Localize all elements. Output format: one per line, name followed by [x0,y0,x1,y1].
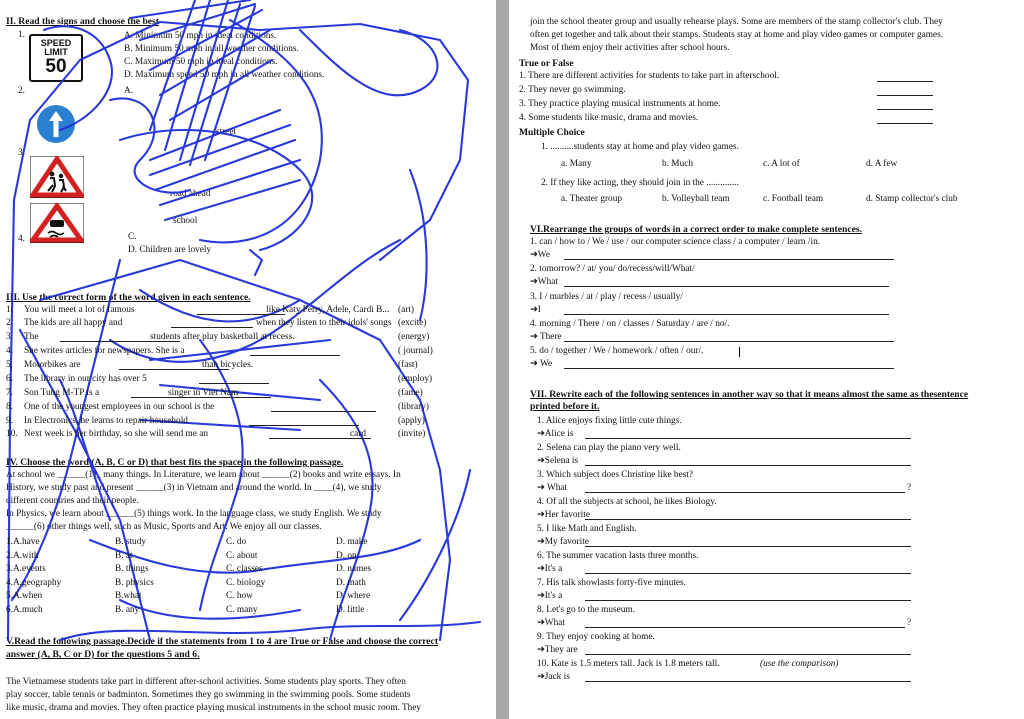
true-false-statement: 3. They practice playing musical instruments at home. [519,99,721,109]
sec4-option: C. how [226,591,253,602]
sec6-answer-prompt: ➔What [530,277,558,287]
mc1-option-c: c. A lot of [763,159,800,169]
reading-line-1: The Vietnamese students take part in different after-school activities. Some students play sports. They often [6,677,406,687]
section-7-heading-line1: VII. Rewrite each of the following sentences in another way so that it means almost the same as thesentence [530,389,969,400]
sec4-option: B. physics [115,577,154,588]
sec7-answer-blank [585,573,911,574]
sec7-answer-prompt: ➔Selena is [537,456,579,466]
sec3-sentence-tail: singer in Viet Nam [168,388,239,398]
sec4-option: B. any [115,605,140,615]
sec7-answer-blank [585,627,905,628]
q1-option-c: C. Maximum 50 mph in ideal conditions. [124,57,278,67]
sec6-answer-blank [564,286,889,287]
passage-line-2: History, we study past and present ______(3) in Vietnam and around the world. In ____(4), we study [6,483,382,493]
sec3-number: 8. [6,402,13,412]
sec3-sentence: One of the youngest employees in our school is the [24,402,215,412]
true-false-answer-blank [877,81,933,82]
sec4-option: 6.A.much [6,605,43,615]
true-false-answer-blank [877,123,933,124]
sec7-question: 9. They enjoy cooking at home. [537,632,655,642]
sec7-question: 1. Alice enjoys fixing little cute things. [537,416,682,426]
q2-option-a-fragment: A. [124,86,134,96]
sec4-option: B. study [115,537,146,547]
sec7-question: 10. Kate is 1.5 meters tall. Jack is 1.8 meters tall. [537,659,720,669]
sec3-sentence-tail: students after play basketball at recess. [150,332,295,342]
sec4-option: C. do [226,537,247,547]
sec7-question: 8. Let's go to the museum. [537,605,635,615]
sec4-option: 5.A.when [6,591,43,602]
q3-fragment-road-ahead: road ahead [170,189,211,199]
one-way-arrow-sign-icon [36,104,76,144]
sec7-answer-prompt: ➔They are [537,645,578,655]
sec7-answer-prompt: ➔It's a [537,591,563,601]
answer-blank [271,411,376,412]
sec7-answer-blank [585,465,911,466]
sec6-question: 1. can / how to / We / use / our computer science class / a computer / learn /in. [530,237,821,247]
q4-option-d: D. Children are lovely [128,245,212,255]
passage-line-5: ______(6) other things well, such as Music, Sports and Art. We enjoy all our classes. [6,522,322,532]
left-page [0,0,496,719]
mc2-option-c: c. Football team [763,194,824,204]
sec3-number: 5. [6,360,13,370]
sec7-answer-end: ? [907,483,912,493]
section-5-heading-line1: V.Read the following passage.Decide if the statements from 1 to 4 are True or False and choose the correct [6,636,439,647]
speed-limit-sign-icon [29,34,83,82]
multiple-choice-heading: Multiple Choice [519,127,585,138]
reading-continued-line-2: often get together and talk about their stamps. Students stay at home and play video games or computer games. [530,30,944,40]
sec3-word-given: (art) [398,305,414,315]
sec7-answer-blank [585,681,911,682]
sec7-answer-prompt: ➔Jack is [537,672,570,682]
sec3-sentence: The kids are all happy and [24,318,123,328]
sec6-question: 4. morning / There / on / classes / Saturday / are / no/. [530,319,730,329]
sec4-option: C. about [226,550,258,561]
mc1-option-b: b. Much [662,159,693,169]
sec7-answer-blank [585,546,911,547]
sec3-number: 9. [6,416,13,426]
sec4-option: 1.A.have [6,537,40,547]
sec3-sentence-tail: than bicycles. [202,360,254,370]
q4-number: 4. [18,234,25,244]
speed-sign-line1: SPEED [40,38,72,48]
section-5-heading-line2: answer (A, B, C or D) for the questions 5 and 6. [6,649,200,660]
sec3-sentence: The [24,332,39,342]
passage-line-1: At school we ______(1)_ many things. In Literature, we learn about ______(2) books and write essays. In [6,470,401,480]
right-page [509,0,1024,719]
sec7-question-note: (use the comparison) [760,659,839,669]
slippery-road-sign-icon [30,203,84,243]
sec6-answer-prompt: ➔I [530,305,541,315]
mc2-option-d: d. Stamp collector's club [866,194,958,204]
sec3-word-given: (fast) [398,360,418,370]
sec6-answer-prompt: ➔ There [530,332,562,342]
sec6-answer-prompt: ➔We [530,250,550,260]
sec3-word-given: ( journal) [398,346,433,356]
mc2-option-a: a. Theater group [561,194,623,204]
sec4-option: D. where [336,591,371,602]
answer-blank [249,425,359,426]
sec4-option: C. biology [226,577,266,588]
sec7-answer-end: ? [907,618,912,628]
sec7-answer-blank [585,654,911,655]
q1-number: 1. [18,30,25,40]
sec3-number: 2. [6,318,13,328]
sec4-option: D. make [336,537,368,547]
section-2-heading: II. Read the signs and choose the best [6,16,159,27]
true-false-statement: 4. Some students like music, drama and movies. [519,113,699,123]
sec3-sentence: You will meet a lot of famous [24,305,135,315]
sec6-answer-blank [564,314,889,315]
sec3-sentence: The library in our city has over 5 [24,374,147,384]
sec3-word-given: (apply) [398,416,425,426]
true-false-answer-blank [877,95,933,96]
mc-question-2: 2. If they like acting, they should join in the .............. [541,178,739,188]
mc2-option-b: b. Volleyball team [662,194,730,204]
q4-option-c-fragment: C. [128,232,137,242]
sec6-answer-blank [564,259,894,260]
reading-continued-line-3: Most of them enjoy their activities after school hours. [530,43,730,53]
sec3-sentence-tail: like Katy Perry, Adele, Cardi B... [266,305,390,315]
answer-blank [171,327,253,328]
sec7-question: 5. I like Math and English. [537,524,637,534]
sec7-question: 3. Which subject does Christine like best? [537,470,694,480]
speed-sign-line3: 50 [45,56,67,77]
passage-line-4: In Physics, we learn about ______(5) things work. In the language class, we study English. We study [6,509,382,519]
q4-fragment-school: school [173,216,198,226]
true-false-answer-blank [877,109,933,110]
q1-option-d: D. Maximum speed 50 mph in all weather conditions. [124,70,325,80]
true-false-statement: 2. They never go swimming. [519,85,626,95]
sec3-sentence: Motorbikes are [24,360,81,370]
sec3-word-given: (fame) [398,388,423,398]
sec7-answer-prompt: ➔It's a [537,564,563,574]
sec3-word-given: (energy) [398,332,430,342]
section-7-heading-line2: printed before it. [530,401,600,412]
sec7-answer-blank [585,600,911,601]
sec3-number: 1. [6,305,13,315]
sec3-word-given: (invite) [398,429,426,439]
sec4-option: B. things [115,564,149,575]
q2-fragment-street: street [216,127,237,137]
sec7-answer-prompt: ➔My favorite [537,537,589,547]
sec4-option: B. at [115,550,133,561]
sec3-sentence: Next week is her birthday, so she will send me an [24,429,208,439]
sec3-word-given: (excite) [398,318,427,328]
section-3-heading: III. Use the correct form of the word given in each sentence. [6,292,251,303]
sec4-option: C. classes [226,564,263,575]
sec3-number: 7. [6,388,13,398]
sec3-number: 3. [6,332,13,342]
sec4-option: D. names [336,564,372,575]
sec4-option: C. many [226,605,258,615]
sec4-option: 3.A.events [6,564,46,575]
q3-number: 3. [18,148,25,158]
mc1-option-a: a. Many [561,159,592,169]
sec6-answer-blank [564,368,894,369]
q1-option-a: A. Minimum 50 mph in ideal conditions. [124,31,277,41]
sec7-question: 7. His talk showlasts forty-five minutes. [537,578,686,588]
text-cursor [739,347,740,357]
sec7-answer-blank [585,519,911,520]
true-false-heading: True or False [519,58,574,69]
sec7-answer-blank [585,438,911,439]
speed-sign-line2: LIMIT [44,47,68,57]
sec4-option: D. on [336,550,357,561]
sec4-option: 2.A.with [6,550,39,561]
sec7-question: 4. Of all the subjects at school, he likes Biology. [537,497,717,507]
sec6-question: 3. I / marbles / at / play / recess / usually/ [530,292,683,302]
answer-blank [199,383,269,384]
sec7-answer-prompt: ➔Her favorite [537,510,590,520]
sec4-option: D. math [336,577,366,588]
answer-blank [250,355,340,356]
sec4-option: B.what [115,591,142,602]
q2-number: 2. [18,86,25,96]
q1-option-b: B. Minimum 50 mph in all weather conditions. [124,44,299,54]
sec3-sentence-tail: when they listen to their idols' songs [256,318,392,328]
sec6-answer-blank [564,341,894,342]
sec7-answer-prompt: ➔ What [537,483,568,493]
sec4-option: 4.A.geography [6,577,62,588]
true-false-statement: 1. There are different activities for students to take part in afterschool. [519,71,780,81]
sec3-number: 6. [6,374,13,384]
sec3-word-given: (employ) [398,374,433,384]
sec6-answer-prompt: ➔ We [530,359,553,369]
mc1-option-d: d. A few [866,159,898,169]
children-crossing-sign-icon [30,156,84,198]
sec3-sentence-tail: card [350,429,366,439]
reading-line-3: like music, drama and movies. They often practice playing musical instruments in the school music room. They [6,703,422,713]
section-4-heading: IV. Choose the word (A, B, C or D) that best fits the space in the following passage. [6,457,344,468]
sec7-answer-prompt: ➔Alice is [537,429,574,439]
sec7-answer-prompt: ➔What [537,618,565,628]
sec7-question: 6. The summer vacation lasts three months. [537,551,699,561]
sec4-option: D. little [336,605,365,615]
sec3-sentence: Son Tung M-TP is a [24,388,100,398]
reading-continued-line-1: join the school theater group and usually rehearse plays. Some are members of the stamp collector's club. They [530,17,943,27]
sec3-word-given: (library) [398,402,429,412]
sec3-number: 10. [6,429,18,439]
sec7-question: 2. Selena can play the piano very well. [537,443,681,453]
reading-line-2: play soccer, table tennis or badminton. Sometimes they go swimming in the swimming pools. Some students [6,690,411,700]
sec3-sentence: She writes articles for newspapers. She is a [24,346,185,356]
sec6-question: 2. tomorrow? / at/ you/ do/recess/will/What/ [530,264,695,274]
sec7-answer-blank [585,492,905,493]
section-6-heading: VI.Rearrange the groups of words in a correct order to make complete sentences. [530,224,862,235]
sec3-sentence: In Electronics, he learns to repair household [24,416,188,426]
sec3-number: 4. [6,346,13,356]
mc-question-1: 1. ..........students stay at home and play video games. [541,142,739,152]
passage-line-3: different countries and their people. [6,496,139,506]
sec6-question: 5. do / together / We / homework / often / our/. [530,346,704,356]
